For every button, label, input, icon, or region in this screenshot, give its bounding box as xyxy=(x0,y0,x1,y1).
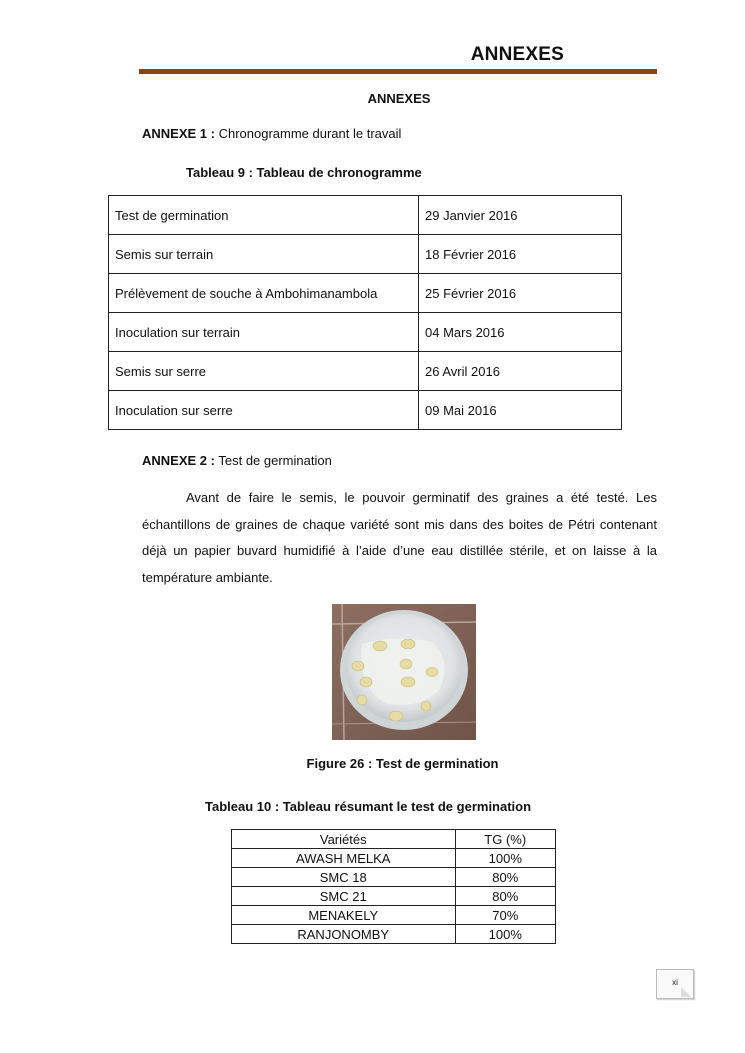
germination-paragraph xyxy=(142,485,657,591)
table-cell-variety: SMC 18 xyxy=(232,868,456,887)
table-cell-tg: 70% xyxy=(455,906,556,925)
section-title: ANNEXES xyxy=(367,91,431,106)
table-cell-date: 26 Avril 2016 xyxy=(419,352,622,391)
table-cell-date: 29 Janvier 2016 xyxy=(419,196,622,235)
table-cell-tg: 80% xyxy=(455,868,556,887)
table-row xyxy=(232,868,556,887)
table-cell-activity: Prélèvement de souche à Ambohimanambola xyxy=(109,274,419,313)
paragraph-text: Avant de faire le semis, le pouvoir germinatif des graines a été testé. Les échantillons de graines de chaque variété sont mis dans des boites de Pétri contenant déjà un papier buvard humidifié à l’aide d’une eau distillée stérile, et on laisse à la température ambiante. xyxy=(142,490,657,585)
header-title: ANNEXES xyxy=(470,44,564,65)
table-row xyxy=(109,235,622,274)
column-header-tg: TG (%) xyxy=(455,830,556,849)
table-row xyxy=(109,313,622,352)
table-row xyxy=(232,849,556,868)
table-cell-activity: Inoculation sur serre xyxy=(109,391,419,430)
table-cell-date: 25 Février 2016 xyxy=(419,274,622,313)
table-cell-activity: Test de germination xyxy=(109,196,419,235)
page-number: xi xyxy=(672,978,678,987)
table-row xyxy=(109,196,622,235)
table-row xyxy=(109,274,622,313)
table-cell-variety: AWASH MELKA xyxy=(232,849,456,868)
table-row xyxy=(109,391,622,430)
annexe-1-text: Chronogramme durant le travail xyxy=(218,126,402,141)
table-cell-tg: 100% xyxy=(455,925,556,944)
annexe-1-heading xyxy=(142,126,401,141)
annexe-2-label: ANNEXE 2 : xyxy=(142,453,215,468)
table-cell-variety: SMC 21 xyxy=(232,887,456,906)
table-9-caption: Tableau 9 : Tableau de chronogramme xyxy=(186,165,422,180)
table-cell-tg: 100% xyxy=(455,849,556,868)
petri-dish-photo xyxy=(332,604,476,740)
column-header-varieties: Variétés xyxy=(232,830,456,849)
table-cell-activity: Semis sur terrain xyxy=(109,235,419,274)
table-row xyxy=(109,352,622,391)
annexe-2-heading xyxy=(142,453,332,468)
page-corner-fold xyxy=(681,987,691,997)
table-cell-variety: RANJONOMBY xyxy=(232,925,456,944)
table-10-caption: Tableau 10 : Tableau résumant le test de germination xyxy=(205,799,532,814)
table-row xyxy=(232,906,556,925)
header-rule xyxy=(139,69,657,74)
germination-results-table xyxy=(231,829,556,944)
table-cell-variety: MENAKELY xyxy=(232,906,456,925)
figure-26-caption: Figure 26 : Test de germination xyxy=(306,756,499,771)
table-row xyxy=(232,887,556,906)
table-cell-tg: 80% xyxy=(455,887,556,906)
table-cell-date: 04 Mars 2016 xyxy=(419,313,622,352)
table-header-row xyxy=(232,830,556,849)
table-row xyxy=(232,925,556,944)
table-cell-activity: Inoculation sur terrain xyxy=(109,313,419,352)
annexe-1-label: ANNEXE 1 : xyxy=(142,126,215,141)
chronogram-table xyxy=(108,195,622,430)
table-cell-date: 18 Février 2016 xyxy=(419,235,622,274)
annexe-2-text: Test de germination xyxy=(218,453,332,468)
table-cell-activity: Semis sur serre xyxy=(109,352,419,391)
table-cell-date: 09 Mai 2016 xyxy=(419,391,622,430)
